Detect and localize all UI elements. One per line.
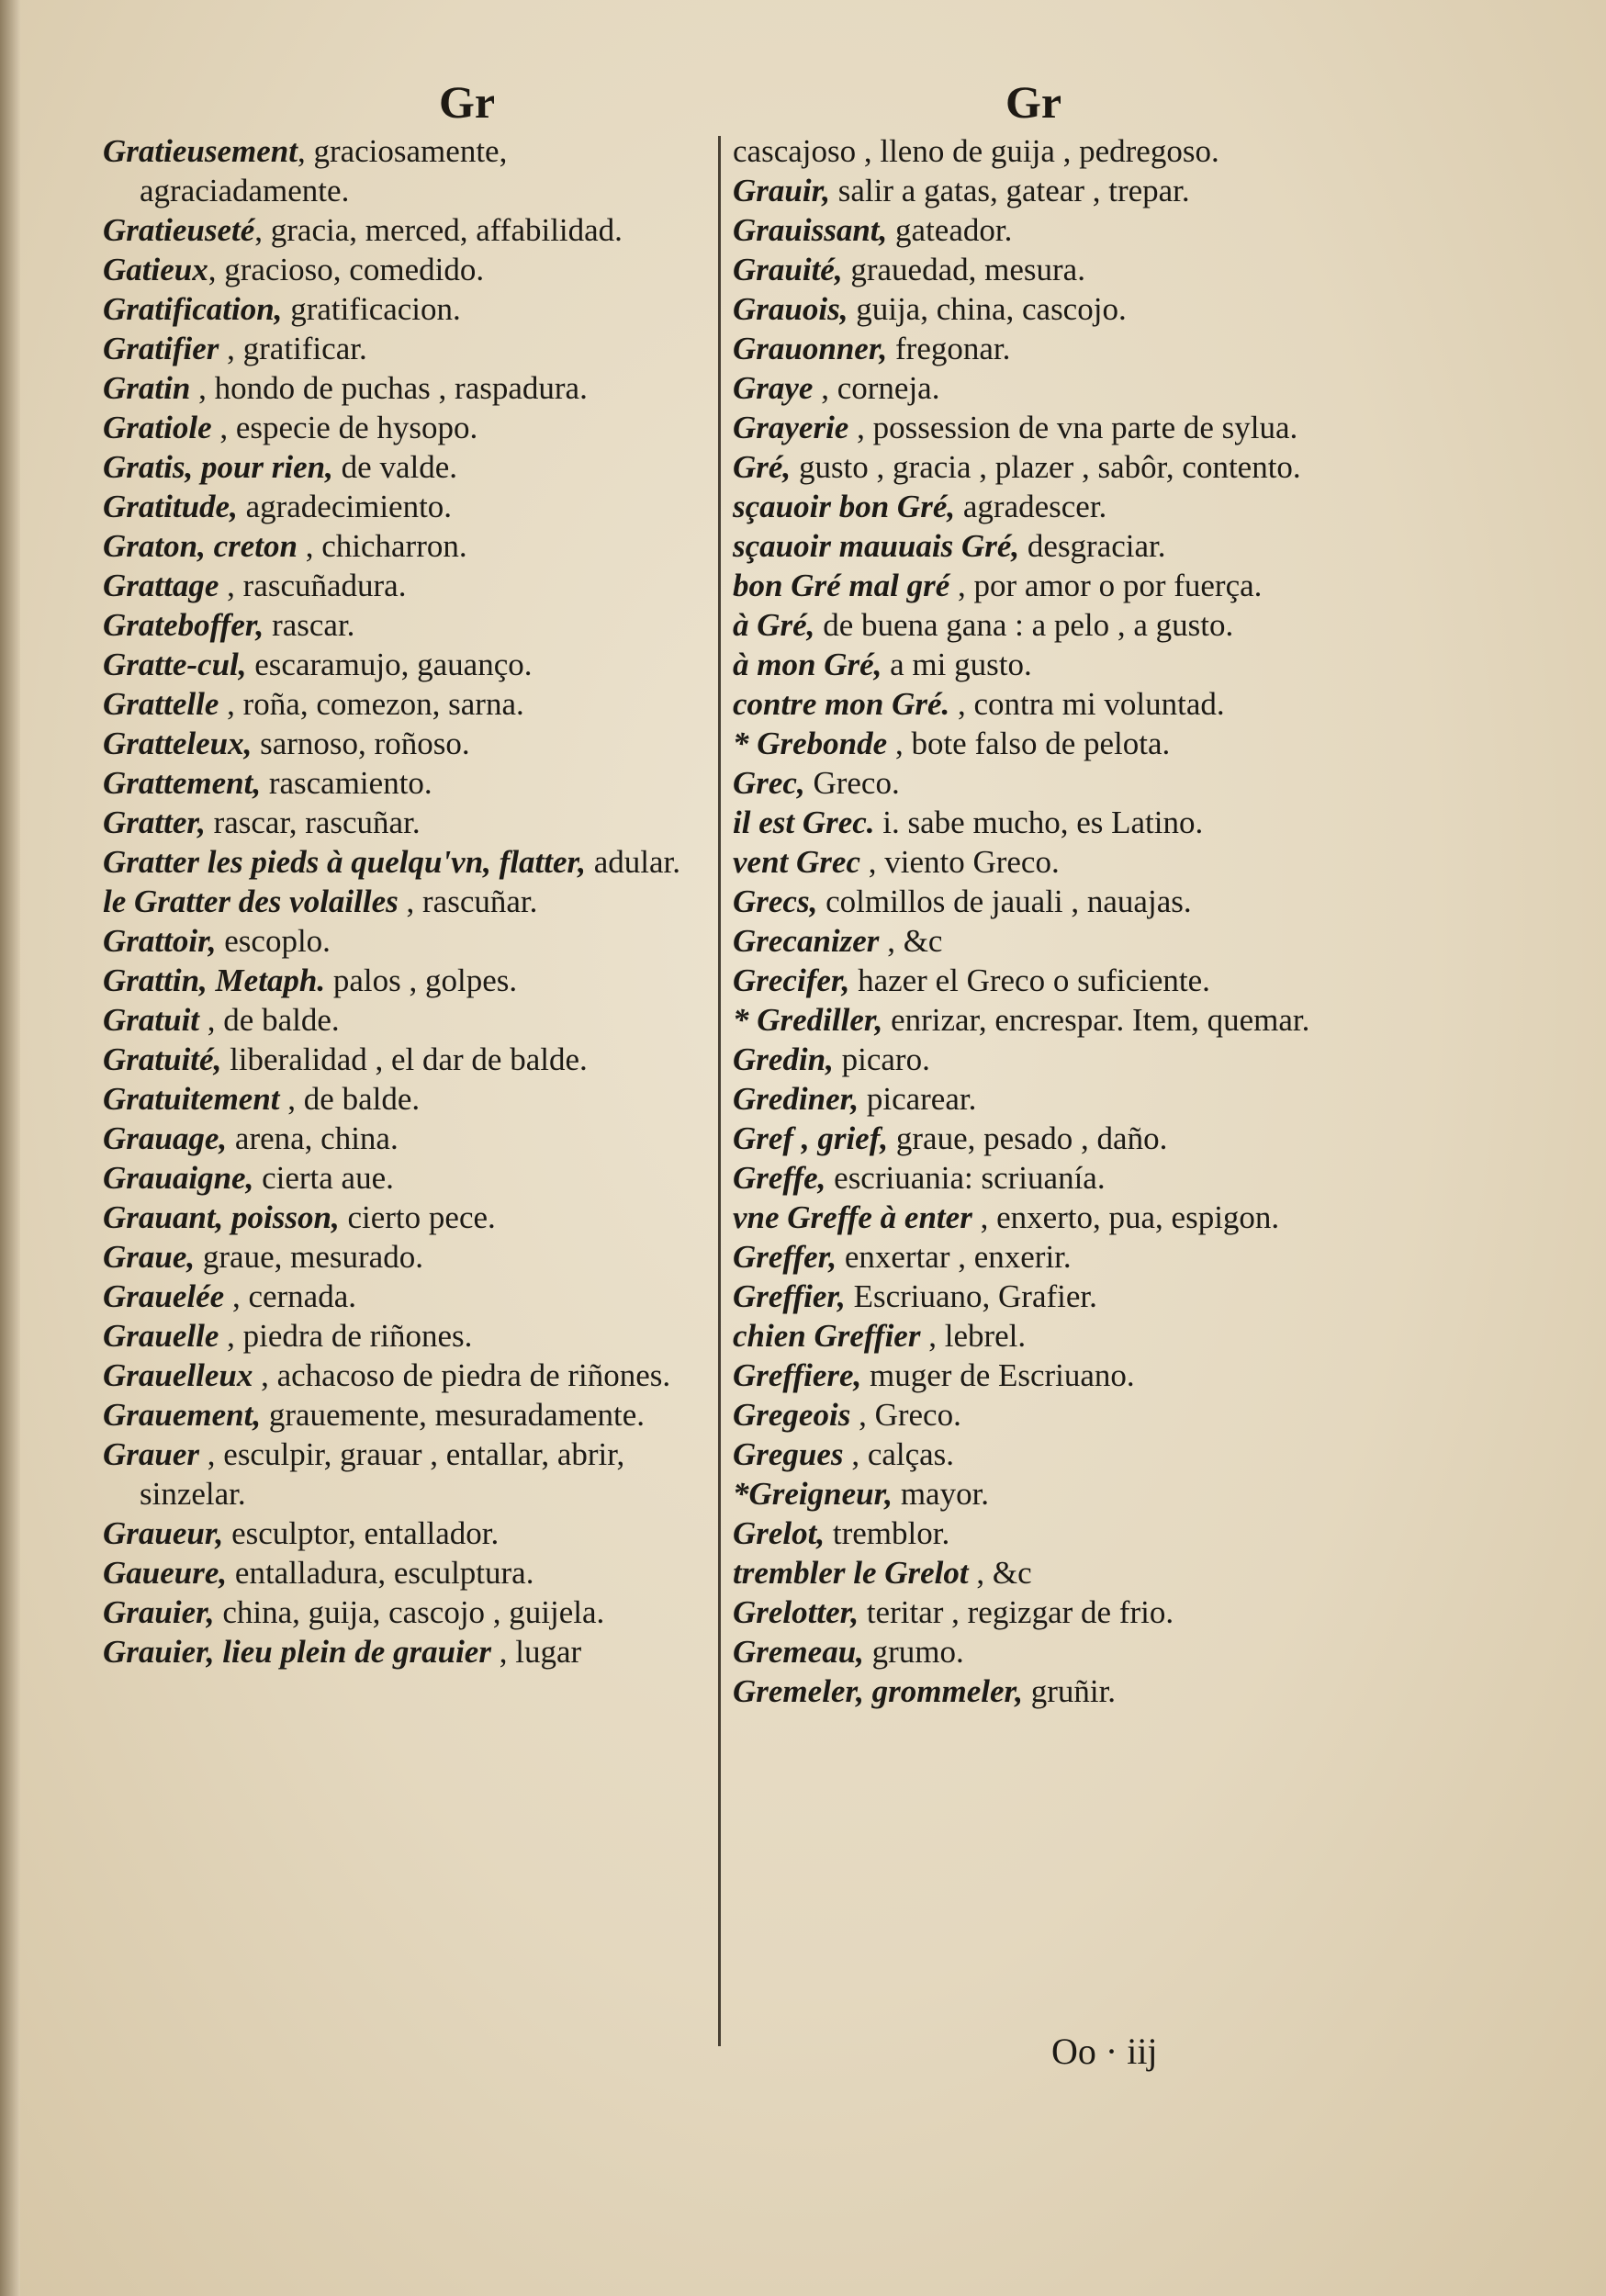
entry-headword: Gatieux (103, 252, 208, 287)
column-rule (718, 136, 721, 2046)
dictionary-entry (103, 329, 709, 368)
dictionary-entry (733, 1435, 1339, 1474)
dictionary-entry (733, 1040, 1339, 1079)
entry-headword: Gratification, (103, 291, 283, 327)
dictionary-entry (733, 1356, 1339, 1395)
entry-headword: Grauage, (103, 1120, 228, 1156)
entry-gloss: , calças. (843, 1436, 955, 1472)
entry-gloss: rascamiento. (261, 765, 432, 801)
entry-gloss: rascar, rascuñar. (205, 805, 421, 840)
dictionary-entry (733, 368, 1339, 408)
entry-gloss: escoplo. (216, 923, 331, 959)
entry-gloss: desgraciar. (1019, 528, 1166, 564)
entry-gloss: agradescer. (955, 489, 1107, 524)
entry-gloss: de buena gana : a pelo , a gusto. (814, 607, 1234, 643)
entry-headword: Grauonner, (733, 331, 888, 366)
entry-headword: Grauois, (733, 291, 848, 327)
entry-headword: Gré, (733, 449, 792, 485)
entry-gloss: gratificacion. (282, 291, 461, 327)
entry-gloss: enxertar , enxerir. (837, 1239, 1072, 1275)
entry-gloss: a mi gusto. (882, 647, 1032, 682)
entry-headword: Grattin, Metaph. (103, 962, 326, 998)
entry-gloss: tremblor. (825, 1515, 950, 1551)
entry-headword: Gratter les pieds à quelqu'vn, flatter, (103, 844, 586, 880)
dictionary-entry (733, 1079, 1339, 1119)
entry-headword: Gratiole (103, 410, 212, 445)
dictionary-entry (103, 684, 709, 724)
dictionary-entry (103, 1514, 709, 1553)
entry-headword: Gratieuseté (103, 212, 255, 248)
entry-gloss: grumo. (863, 1634, 964, 1670)
entry-gloss: teritar , regizgar de frio. (859, 1594, 1174, 1630)
entry-gloss: i. sabe mucho, es Latino. (874, 805, 1204, 840)
entry-gloss: grauedad, mesura. (842, 252, 1085, 287)
dictionary-entry (103, 1237, 709, 1277)
entry-headword: Greffier, (733, 1278, 846, 1314)
dictionary-entry (103, 921, 709, 961)
entry-headword: bon Gré mal gré (733, 568, 950, 603)
entry-gloss: palos , golpes. (325, 962, 518, 998)
entry-gloss: colmillos de jauali , nauajas. (817, 884, 1192, 919)
dictionary-entry (733, 1395, 1339, 1435)
entry-gloss: china, guija, cascojo , guijela. (214, 1594, 605, 1630)
dictionary-entry (733, 566, 1339, 605)
entry-headword: Grediner, (733, 1081, 859, 1117)
entry-gloss: picaro. (833, 1041, 930, 1077)
entry-headword: à mon Gré, (733, 647, 882, 682)
dictionary-entry (103, 1356, 709, 1395)
entry-headword: Gratuitement (103, 1081, 280, 1117)
entry-headword: Graue, (103, 1239, 196, 1275)
dictionary-entry (103, 408, 709, 447)
entry-gloss: esculptor, entallador. (223, 1515, 500, 1551)
entry-gloss: Greco. (804, 765, 900, 801)
entry-gloss: , chicharron. (297, 528, 467, 564)
dictionary-entry (733, 1593, 1339, 1632)
entry-gloss: , esculpir, grauar , entallar, abrir, sinzelar. (140, 1436, 625, 1512)
entry-headword: Gratter, (103, 805, 206, 840)
entry-gloss: , gracioso, comedido. (208, 252, 485, 287)
entry-headword: vne Greffe à enter (733, 1199, 972, 1235)
entry-headword: sçauoir bon Gré, (733, 489, 956, 524)
dictionary-entry (733, 250, 1339, 289)
dictionary-entry (103, 289, 709, 329)
entry-headword: Gref , grief, (733, 1120, 889, 1156)
entry-headword: Grauelleux (103, 1357, 253, 1393)
entry-headword: * Grebonde (733, 726, 888, 761)
dictionary-entry (103, 487, 709, 526)
entry-headword: Gregues (733, 1436, 844, 1472)
dictionary-entry (103, 605, 709, 645)
dictionary-entry (103, 961, 709, 1000)
entry-headword: Grayerie (733, 410, 849, 445)
entry-headword: Gratis, pour rien, (103, 449, 333, 485)
dictionary-entry (103, 1119, 709, 1158)
entry-headword: Gratieusement (103, 133, 298, 169)
dictionary-entry (733, 1316, 1339, 1356)
entry-headword: Greffer, (733, 1239, 837, 1275)
entry-gloss: muger de Escriuano. (861, 1357, 1135, 1393)
entry-headword: Graye (733, 370, 814, 406)
entry-gloss: , gracia, merced, affabilidad. (254, 212, 623, 248)
dictionary-entry (733, 1632, 1339, 1671)
entry-gloss: fregonar. (887, 331, 1011, 366)
dictionary-entry (103, 250, 709, 289)
dictionary-entry (733, 289, 1339, 329)
entry-headword: vent Grec (733, 844, 860, 880)
dictionary-entry (733, 1671, 1339, 1711)
entry-headword: le Gratter des volailles (103, 884, 399, 919)
entry-gloss: , piedra de riñones. (219, 1318, 473, 1354)
entry-gloss: , hondo de puchas , raspadura. (190, 370, 588, 406)
dictionary-entry (103, 131, 709, 210)
entry-headword: Grattement, (103, 765, 262, 801)
right-column (733, 131, 1339, 1711)
dictionary-entry (103, 566, 709, 605)
entry-gloss: picarear. (859, 1081, 977, 1117)
entry-headword: Grateboffer, (103, 607, 264, 643)
entry-headword: Gremeler, grommeler, (733, 1673, 1023, 1709)
entry-gloss: , graciosamente, agraciadamente. (140, 133, 508, 208)
entry-gloss: hazer el Greco o suficiente. (849, 962, 1210, 998)
entry-headword: Greffe, (733, 1160, 826, 1196)
dictionary-entry (103, 526, 709, 566)
entry-headword: Grauer (103, 1436, 200, 1472)
entry-gloss: salir a gatas, gatear , trepar. (830, 173, 1190, 208)
dictionary-entry (103, 447, 709, 487)
dictionary-entry (733, 171, 1339, 210)
entry-gloss: , corneja. (813, 370, 940, 406)
entry-gloss: guija, china, cascojo. (848, 291, 1127, 327)
entry-gloss: , viento Greco. (859, 844, 1060, 880)
entry-headword: Gratteleux, (103, 726, 253, 761)
entry-headword: Grauement, (103, 1397, 262, 1433)
entry-headword: Grauier, lieu plein de grauier (103, 1634, 491, 1670)
dictionary-entry (103, 1553, 709, 1593)
dictionary-entry (103, 1632, 709, 1671)
entry-gloss: , Greco. (850, 1397, 961, 1433)
dictionary-entry (103, 882, 709, 921)
entry-headword: Grecifer, (733, 962, 850, 998)
entry-headword: Gremeau, (733, 1634, 864, 1670)
entry-gloss: agradecimiento. (237, 489, 453, 524)
entry-headword: Gratitude, (103, 489, 238, 524)
entry-headword: chien Greffier (733, 1318, 921, 1354)
dictionary-entry (733, 1237, 1339, 1277)
entry-headword: Gregeois (733, 1397, 851, 1433)
entry-headword: Grauité, (733, 252, 843, 287)
dictionary-entry (733, 763, 1339, 803)
entry-headword: sçauoir mauuais Gré, (733, 528, 1020, 564)
entry-headword: Gredin, (733, 1041, 834, 1077)
entry-gloss: , cernada. (224, 1278, 356, 1314)
entry-gloss: , de balde. (279, 1081, 421, 1117)
dictionary-entry (733, 210, 1339, 250)
entry-headword: Grelotter, (733, 1594, 859, 1630)
entry-headword: il est Grec. (733, 805, 875, 840)
entry-gloss: escriuania: scriuanía. (825, 1160, 1106, 1196)
entry-gloss: escaramujo, gauanço. (246, 647, 533, 682)
dictionary-entry (103, 803, 709, 842)
entry-gloss: de valde. (332, 449, 457, 485)
entry-headword: contre mon Gré. (733, 686, 950, 722)
entry-headword: Grattage (103, 568, 219, 603)
dictionary-entry (733, 487, 1339, 526)
entry-headword: Grauant, poisson, (103, 1199, 340, 1235)
entry-headword: Greffiere, (733, 1357, 862, 1393)
dictionary-entry (103, 1277, 709, 1316)
dictionary-entry (103, 1158, 709, 1198)
dictionary-entry (733, 882, 1339, 921)
dictionary-entry (733, 961, 1339, 1000)
entry-gloss: entalladura, esculptura. (227, 1555, 534, 1591)
dictionary-entry (733, 1000, 1339, 1040)
left-column (103, 131, 709, 1671)
entry-gloss: , lugar (490, 1634, 582, 1670)
dictionary-entry (733, 645, 1339, 684)
entry-headword: Grecs, (733, 884, 818, 919)
entry-headword: à Gré, (733, 607, 815, 643)
entry-headword: Grattoir, (103, 923, 217, 959)
dictionary-entry (733, 1514, 1339, 1553)
entry-gloss: , lebrel. (920, 1318, 1027, 1354)
dictionary-entry (103, 1593, 709, 1632)
entry-gloss: , por amor o por fuerça. (949, 568, 1263, 603)
entry-gloss: , &c (879, 923, 943, 959)
entry-gloss: gruñir. (1022, 1673, 1117, 1709)
page-fold-shadow (0, 0, 20, 2296)
entry-gloss: , enxerto, pua, espigon. (971, 1199, 1280, 1235)
dictionary-entry (733, 1119, 1339, 1158)
entry-headword: *Greigneur, (733, 1476, 893, 1512)
entry-headword: Grauelée (103, 1278, 225, 1314)
dictionary-entry (733, 329, 1339, 368)
entry-headword: Grec, (733, 765, 805, 801)
dictionary-entry (733, 1553, 1339, 1593)
entry-gloss: enrizar, encrespar. Item, quemar. (882, 1002, 1310, 1038)
entry-headword: Grauier, (103, 1594, 215, 1630)
dictionary-entry (103, 1316, 709, 1356)
dictionary-entry (733, 1277, 1339, 1316)
entry-gloss: cascajoso , lleno de guija , pedregoso. (733, 133, 1219, 169)
dictionary-entry (733, 1158, 1339, 1198)
entry-gloss: adular. (585, 844, 681, 880)
entry-headword: Gaueure, (103, 1555, 228, 1591)
entry-headword: Gratuité, (103, 1041, 222, 1077)
dictionary-entry (103, 1435, 709, 1514)
running-head-left: Gr (439, 76, 496, 128)
entry-headword: Gratte-cul, (103, 647, 247, 682)
dictionary-entry (733, 1198, 1339, 1237)
entry-headword: Grelot, (733, 1515, 825, 1551)
entry-gloss: , possession de vna parte de sylua. (848, 410, 1298, 445)
entry-gloss: rascar. (264, 607, 355, 643)
dictionary-entry (733, 921, 1339, 961)
dictionary-entry (103, 842, 709, 882)
dictionary-entry (733, 724, 1339, 763)
signature-mark: Oo · iij (1051, 2031, 1158, 2072)
dictionary-entry (103, 1000, 709, 1040)
dictionary-entry (103, 763, 709, 803)
running-head-right: Gr (1005, 76, 1062, 128)
entry-gloss: gusto , gracia , plazer , sabôr, contento. (791, 449, 1301, 485)
entry-gloss: gateador. (887, 212, 1013, 248)
dictionary-entry (733, 842, 1339, 882)
dictionary-entry (103, 1198, 709, 1237)
entry-gloss: graue, mesurado. (195, 1239, 423, 1275)
entry-headword: Grauaigne, (103, 1160, 254, 1196)
dictionary-entry (103, 1079, 709, 1119)
entry-headword: Graueur, (103, 1515, 224, 1551)
entry-headword: Grauir, (733, 173, 831, 208)
entry-headword: Graton, creton (103, 528, 298, 564)
entry-gloss: , bote falso de pelota. (887, 726, 1171, 761)
entry-gloss: , rascuñar. (398, 884, 538, 919)
entry-gloss: , &c (968, 1555, 1032, 1591)
dictionary-entry (733, 131, 1339, 171)
entry-gloss: , contra mi voluntad. (949, 686, 1225, 722)
entry-gloss: mayor. (893, 1476, 990, 1512)
entry-headword: Gratifier (103, 331, 219, 366)
dictionary-entry (103, 1395, 709, 1435)
dictionary-entry (733, 447, 1339, 487)
dictionary-entry (733, 684, 1339, 724)
entry-headword: trembler le Grelot (733, 1555, 969, 1591)
entry-gloss: , especie de hysopo. (211, 410, 478, 445)
entry-headword: * Grediller, (733, 1002, 883, 1038)
dictionary-entry (103, 368, 709, 408)
entry-gloss: liberalidad , el dar de balde. (221, 1041, 588, 1077)
entry-gloss: graue, pesado , daño. (888, 1120, 1168, 1156)
entry-headword: Grauissant, (733, 212, 888, 248)
dictionary-entry (103, 724, 709, 763)
entry-gloss: , rascuñadura. (219, 568, 407, 603)
dictionary-entry (103, 645, 709, 684)
entry-gloss: cierta aue. (253, 1160, 394, 1196)
dictionary-entry (733, 408, 1339, 447)
entry-gloss: Escriuano, Grafier. (845, 1278, 1097, 1314)
entry-gloss: cierto pece. (339, 1199, 496, 1235)
dictionary-entry (733, 803, 1339, 842)
entry-headword: Gratuit (103, 1002, 200, 1038)
entry-gloss: , roña, comezon, sarna. (219, 686, 524, 722)
dictionary-entry (733, 526, 1339, 566)
entry-gloss: , achacoso de piedra de riñones. (253, 1357, 671, 1393)
entry-headword: Grecanizer (733, 923, 880, 959)
entry-headword: Grauelle (103, 1318, 219, 1354)
entry-gloss: , de balde. (199, 1002, 340, 1038)
dictionary-entry (733, 605, 1339, 645)
entry-headword: Gratin (103, 370, 191, 406)
entry-gloss: grauemente, mesuradamente. (261, 1397, 645, 1433)
entry-headword: Grattelle (103, 686, 219, 722)
dictionary-entry (733, 1474, 1339, 1514)
entry-gloss: arena, china. (227, 1120, 399, 1156)
dictionary-entry (103, 210, 709, 250)
entry-gloss: sarnoso, roñoso. (252, 726, 470, 761)
dictionary-entry (103, 1040, 709, 1079)
entry-gloss: , gratificar. (219, 331, 367, 366)
